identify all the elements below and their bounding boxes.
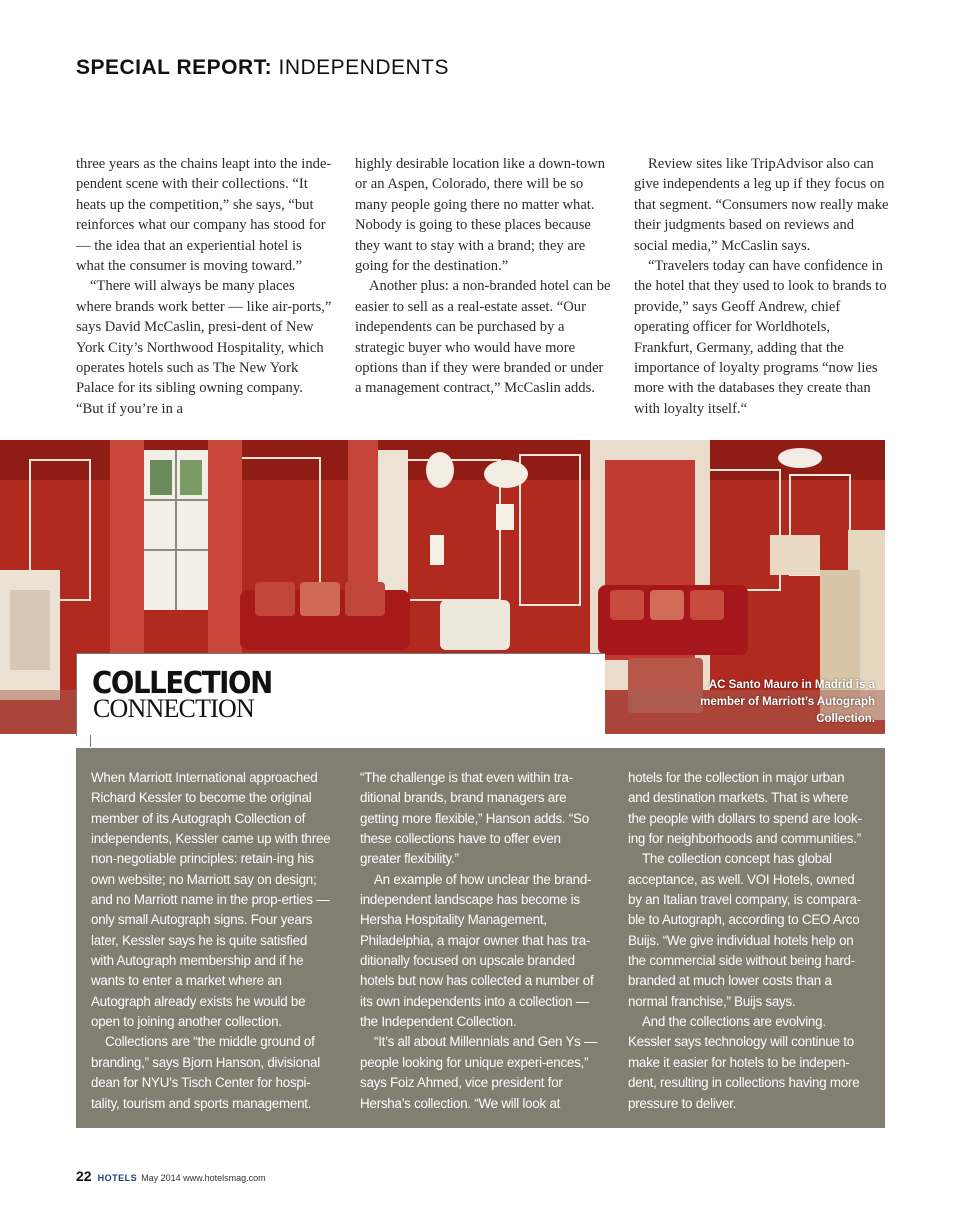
- sidebar-box: [76, 748, 885, 1128]
- paragraph: hotels for the collection in major urban and destination markets. That is where the people with dollars to spend are look-ing for neighborhoods and communities.”: [628, 770, 862, 847]
- paragraph: Review sites like TripAdvisor also can give independents a leg up if they focus on that segment. “Consumers now really make their judgments based on reviews and social media,” McCaslin says.: [634, 156, 889, 254]
- paragraph: Collections are “the middle ground of branding,” says Bjorn Hanson, divisional dean for NYU’s Tisch Center for hospi-tality, tourism and sports management.: [91, 1034, 320, 1111]
- paragraph: The collection concept has global acceptance, as well. VOI Hotels, owned by an Italian travel company, is compara-ble to Autograph, according to CEO Arco Buijs. “We give individual hotels help on the commercial side without being hard-branded at much lower costs than a normal franchise,” Buijs says.: [628, 851, 861, 1009]
- page-footer: [76, 1168, 266, 1184]
- paragraph: And the collections are evolving. Kessler says technology will continue to make it easier for hotels to be indepen-dent, resulting in collections having more pressure to deliver.: [628, 1014, 860, 1111]
- paragraph: “It’s all about Millennials and Gen Ys — people looking for unique experi-ences,” says Foiz Ahmed, vice president for Hersha’s collection. “We will look at: [360, 1034, 598, 1111]
- divider-tick: [90, 735, 91, 747]
- article-column-1: [76, 154, 332, 419]
- article-column-3: [634, 154, 890, 419]
- sidebar-title-line2: CONNECTION: [93, 694, 254, 723]
- photo-caption: AC Santo Mauro in Madrid is a member of Marriott’s Autograph Collection.: [700, 679, 875, 725]
- paragraph: Another plus: a non-branded hotel can be easier to sell as a real-estate asset. “Our independents can be purchased by a strategic buyer who would have more options than if they were branded or under a management contract,” McCaslin adds.: [355, 278, 611, 397]
- paragraph: “There will always be many places where brands work better — like air-ports,” says David McCaslin, presi-dent of New York City’s Northwood Hospitality, which operates hotels such as The New York Palace for its sibling owning company. “But if you’re in a: [76, 278, 332, 417]
- paragraph: An example of how unclear the brand-independent landscape has become is Hersha Hospitality Management, Philadelphia, a major owner that has tra-ditionally focused on upscale branded hotels but now has collected a number of its own independents into a collection — the Independent Collection.: [360, 871, 594, 1030]
- paragraph: three years as the chains leapt into the inde-pendent scene with their collections. “It heats up the competition,” she says, “but reinforces what our company has stood for — the idea that an experiential hotel is what the consumer is moving toward.”: [76, 156, 332, 275]
- page-number: 22: [76, 1168, 92, 1184]
- paragraph: highly desirable location like a down-town or an Aspen, Colorado, there will be so many people going there no matter what. Nobody is going to these places because they want to stay with a brand; they are going for the destination.”: [355, 156, 606, 275]
- sidebar-column-1: [91, 768, 331, 1114]
- magazine-url: www.hotelsmag.com: [183, 1173, 266, 1183]
- section-header: [76, 56, 449, 80]
- issue-date: May 2014: [141, 1173, 181, 1183]
- sidebar-title-line1: COLLECTION: [92, 666, 272, 701]
- section-topic: INDEPENDENTS: [272, 56, 450, 79]
- paragraph: “Travelers today can have confidence in the hotel that they used to look to brands to provide,” says Geoff Andrew, chief operating officer for Worldhotels, Frankfurt, Germany, adding that the importance of loyalty programs “now lies more with the databases they create than with loyalty itself.“: [634, 258, 887, 417]
- section-label: SPECIAL REPORT:: [76, 56, 273, 79]
- paragraph: “The challenge is that even within tra-ditional brands, brand managers are getting more flexible,” Hanson adds. “So these collections have to offer even greater flexibility.”: [360, 770, 589, 867]
- sidebar-title-box: [76, 653, 605, 736]
- magazine-name: HOTELS: [97, 1173, 138, 1183]
- sidebar-column-3: [628, 768, 868, 1114]
- sidebar-column-2: [360, 768, 600, 1114]
- paragraph: When Marriott International approached Richard Kessler to become the original member of its Autograph Collection of independents, Kessler came up with three non-negotiable principles: retain-ing his own website; no Marriott say on design; and no Marriott name in the prop-erties — only small Autograph signs. Four years later, Kessler says he is quite satisfied with Autograph membership and if he wants to enter a market where an Autograph already exists he would be open to joining another collection.: [91, 770, 331, 1030]
- article-column-2: [355, 154, 611, 399]
